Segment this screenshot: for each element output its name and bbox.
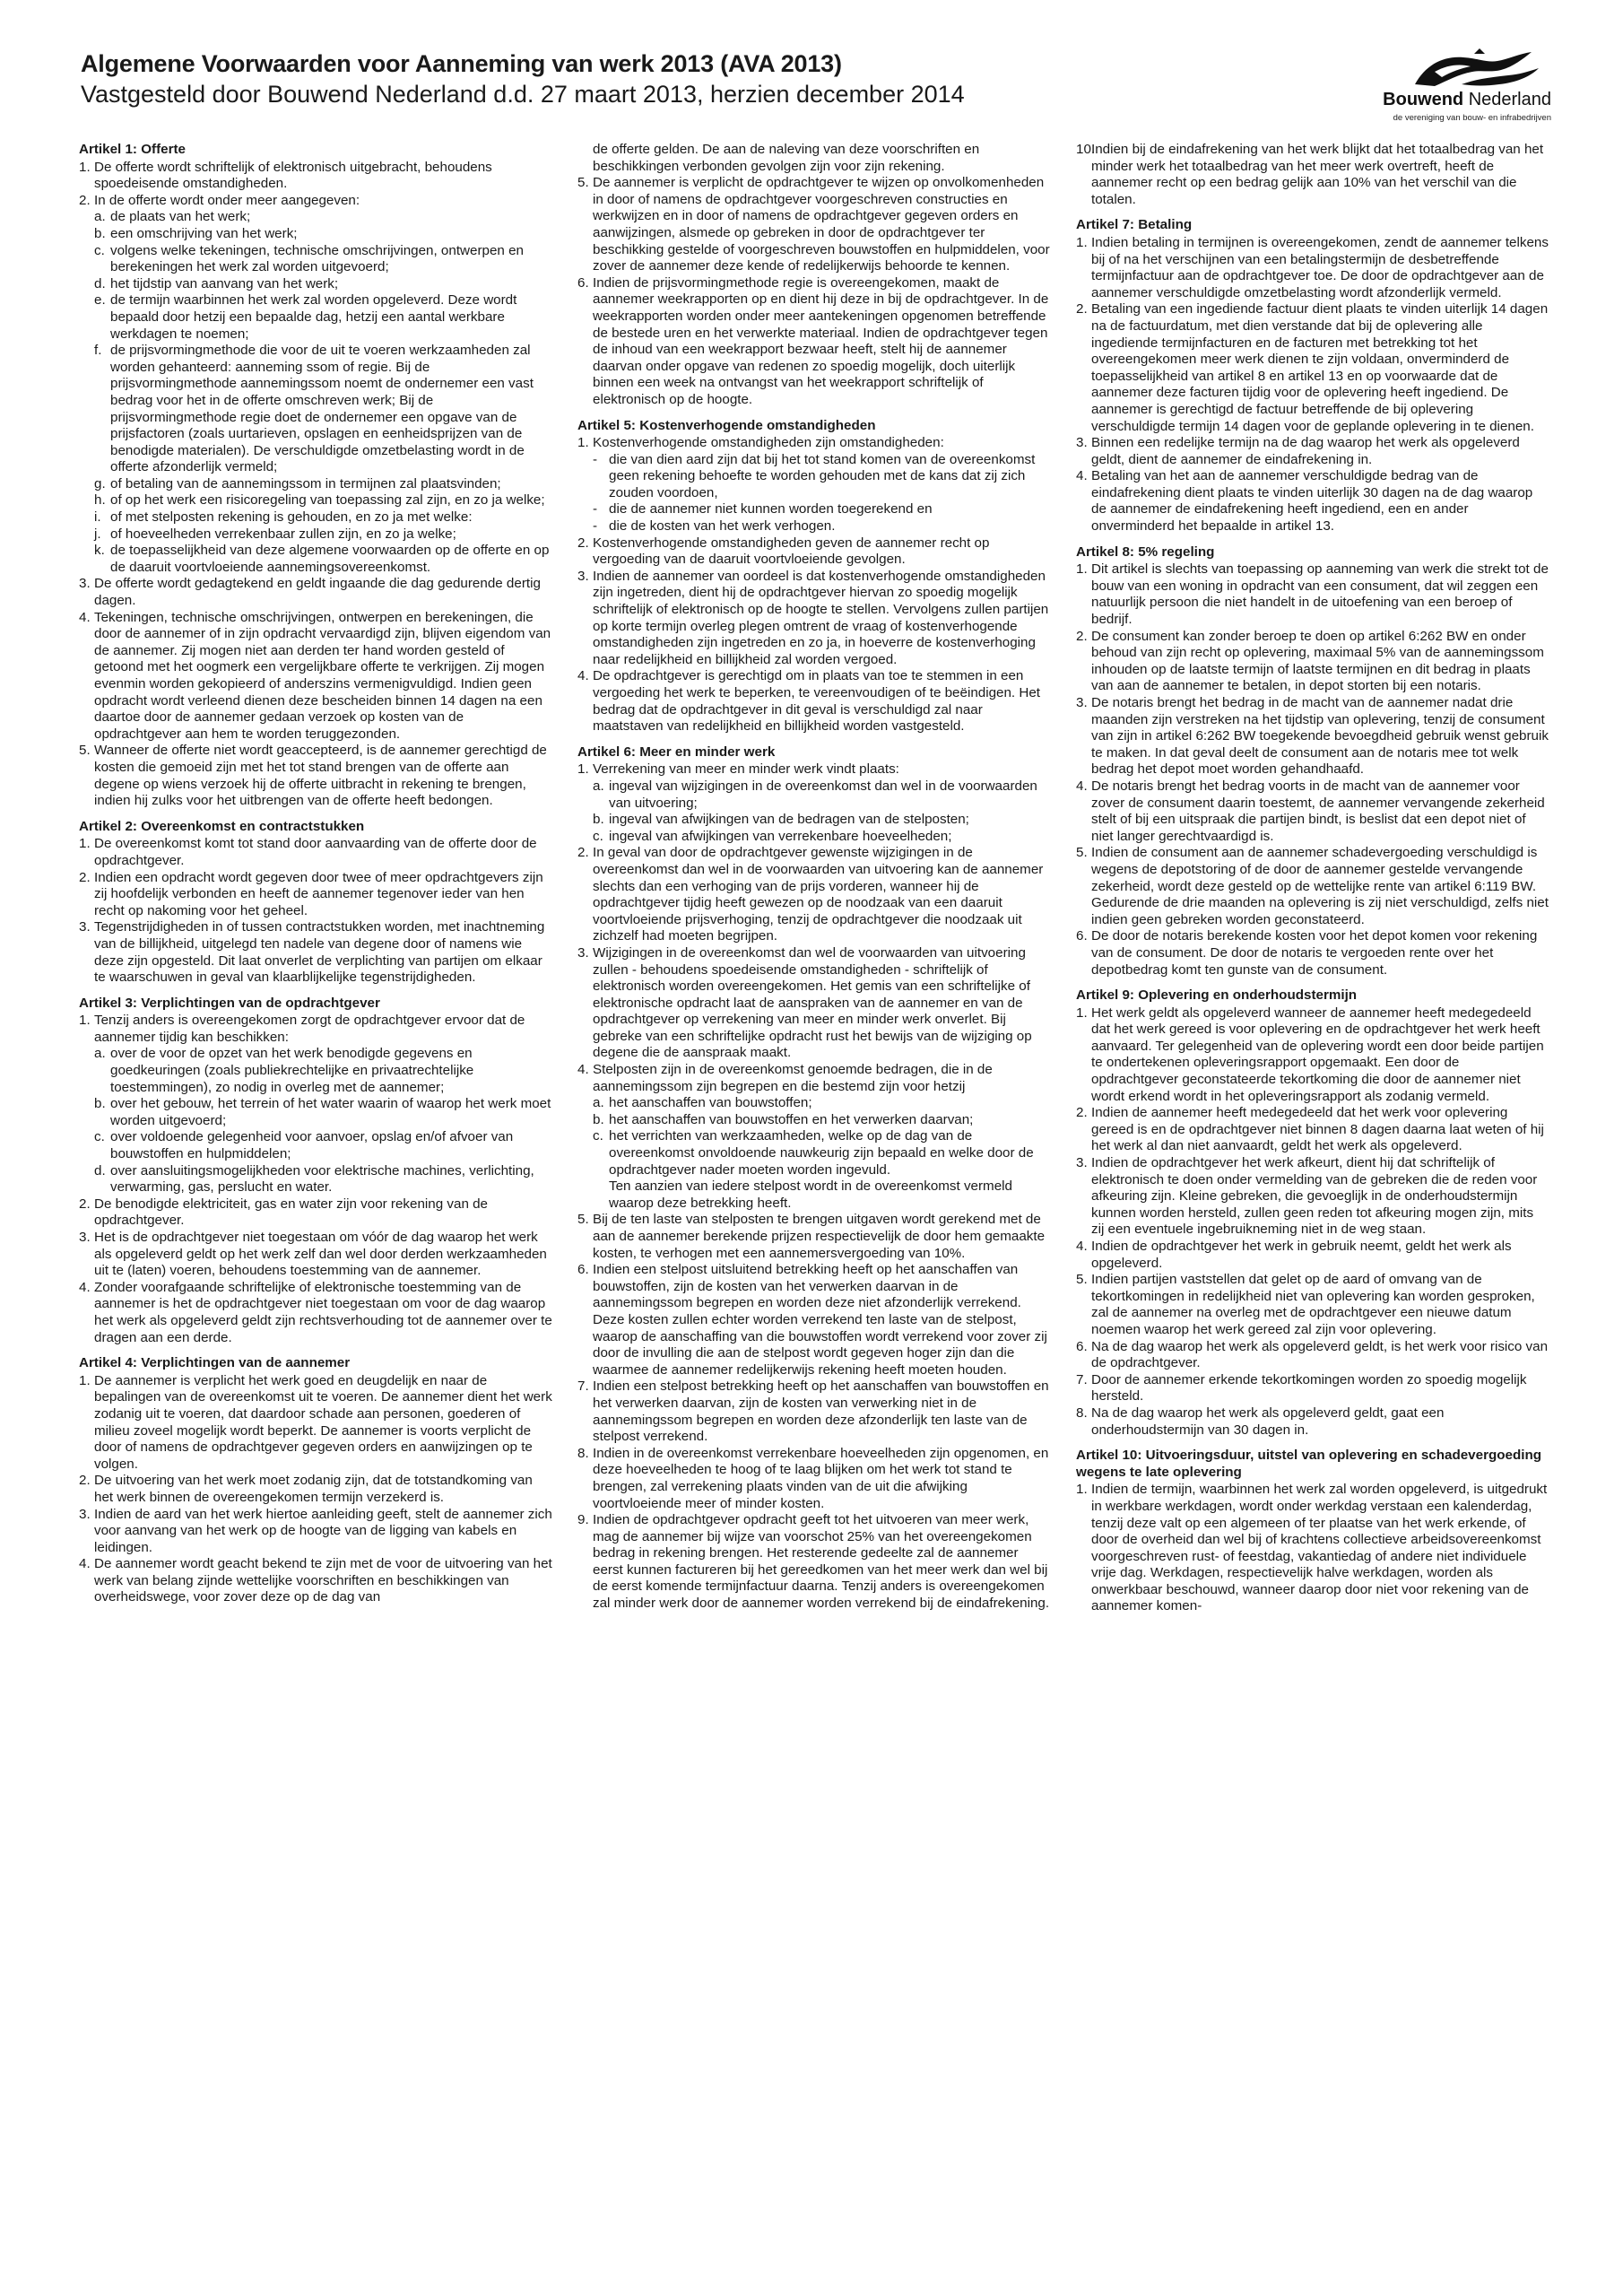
clause-number: 1. bbox=[577, 435, 589, 451]
clause-text: Indien bij de eindafrekening van het werk blijkt dat het totaalbedrag van het minder werk het totaalbedrag van het meer werk overtreft, heeft de aannemer recht op een bedrag gelijk aan 10% van het verschil van die totalen. bbox=[1091, 142, 1544, 207]
clause-text: In de offerte wordt onder meer aangegeven: bbox=[94, 192, 360, 208]
clause-text: Indien de aard van het werk hiertoe aanleiding geeft, stelt de aannemer zich voor aanvang van het werk op de hoogte van de ligging van kabels en leidingen. bbox=[94, 1506, 552, 1555]
article-heading: Artikel 2: Overeenkomst en contractstukken bbox=[79, 818, 365, 834]
numbered-clause bbox=[577, 1062, 1051, 1095]
clause-text: Stelposten zijn in de overeenkomst genoemde bedragen, die in de aannemingssom zijn begrepen en die bestemd zijn voor hetzij bbox=[593, 1062, 993, 1094]
numbered-clause bbox=[79, 1507, 552, 1557]
clause-number: 9. bbox=[577, 1512, 589, 1528]
clause-number: 4. bbox=[577, 1062, 589, 1078]
clause-text: Indien de aannemer van oordeel is dat kostenverhogende omstandigheden zijn ingetreden, dient hij de opdrachtgever hiervan zo spoedig mogelijk schriftelijk of elektronisch op de hoogte te stellen. Vervolgens zullen partijen op korte termijn overleg plegen omtrent de vraag of kostenverhogende omstandigheden zijn ingetreden en zo ja, in hoeverre de kostenverhoging naar redelijkheid en billijkheid zal worden vergoed. bbox=[593, 568, 1049, 667]
clause-number: k. bbox=[94, 543, 105, 559]
clause-number: - bbox=[593, 451, 598, 467]
clause-number: b. bbox=[593, 812, 604, 828]
clause-number: 4. bbox=[79, 609, 91, 625]
clause-text: De aannemer is verplicht de opdrachtgever te wijzen op onvolkomenheden in door of namens de opdrachtgever voorgeschreven constructies en werkwijzen en in door of namens de opdrachtgever gegeven orders en aanwijzingen, alsmede op gebreken in door de opdrachtgever ter beschikking gestelde of voorgeschreven bouwstoffen en hulpmiddelen, voor zover de aannemer deze kende of redelijkerwijs behoorde te kennen. bbox=[593, 175, 1050, 274]
clause-number: 3. bbox=[79, 576, 91, 592]
numbered-clause bbox=[1076, 1272, 1549, 1338]
clause-text: de plaats van het werk; bbox=[110, 209, 251, 225]
numbered-clause bbox=[577, 569, 1051, 669]
clause-text: Na de dag waarop het werk als opgeleverd geldt, is het werk voor risico van de opdrachtgever. bbox=[1091, 1338, 1549, 1371]
numbered-clause bbox=[577, 1446, 1051, 1512]
clause-text: Indien de prijsvormingmethode regie is overeengekomen, maakt de aannemer weekrapporten op en dient hij deze in bij de opdrachtgever. In de weekrapporten worden onder meer aantekeningen opgenomen betreffende de bestede uren en het verwerkte materiaal. Indien de opdrachtgever tegen de inhoud van een weekrapport bezwaar heeft, stelt hij de aannemer daarvan onder opgave van redenen zo spoedig mogelijk, doch uiterlijk binnen een week na ontvangst van het weekrapport schriftelijk of elektronisch op de hoogte. bbox=[593, 274, 1049, 407]
numbered-clause bbox=[1076, 1155, 1549, 1239]
clause-text: over het gebouw, het terrein of het water waarin of waarop het werk moet worden uitgevoerd; bbox=[110, 1096, 551, 1128]
clause-number: h. bbox=[94, 492, 106, 509]
clause-text: Indien de consument aan de aannemer schadevergoeding verschuldigd is wegens de depotstoring of de door de aannemer gestelde vervangende zekerheid, wordt deze gesteld op de wettelijke rente van artikel 6:119 BW. Gedurende de drie maanden na oplevering is zij niet verschuldigd, zelfs niet indien geen gebreken worden geconstateerd. bbox=[1091, 845, 1549, 927]
lettered-subclause bbox=[79, 343, 552, 476]
article-heading: Artikel 7: Betaling bbox=[1076, 217, 1193, 233]
clause-text: die de kosten van het werk verhogen. bbox=[609, 518, 836, 535]
clause-number: c. bbox=[94, 242, 105, 258]
numbered-clause bbox=[577, 1512, 1051, 1613]
document-title: Algemene Voorwaarden voor Aanneming van werk 2013 (AVA 2013) bbox=[81, 50, 842, 77]
clause-text: ingeval van afwijkingen van de bedragen van de stelposten; bbox=[609, 812, 969, 828]
lettered-subclause bbox=[79, 292, 552, 343]
clause-number: 2. bbox=[577, 845, 589, 861]
clause-text: Indien de aannemer heeft medegedeeld dat het werk voor oplevering gereed is en de opdrachtgever niet binnen 8 dagen daarna laat weten of hij het werk al dan niet aanvaardt, geldt het werk als opgeleverd. bbox=[1091, 1105, 1544, 1154]
clause-number: 7. bbox=[577, 1378, 589, 1395]
article-heading: Artikel 9: Oplevering en onderhoudstermijn bbox=[1076, 987, 1358, 1004]
logo-mark-icon bbox=[1408, 48, 1542, 90]
numbered-clause bbox=[79, 1556, 552, 1606]
numbered-clause bbox=[79, 1013, 552, 1046]
numbered-clause bbox=[79, 919, 552, 986]
clause-number: 2. bbox=[79, 1196, 91, 1212]
lettered-subclause bbox=[79, 1046, 552, 1096]
numbered-clause bbox=[79, 1473, 552, 1506]
clause-number: 5. bbox=[1076, 1272, 1088, 1288]
clause-text: Indien een stelpost betrekking heeft op het aanschaffen van bouwstoffen en het verwerken daarvan, zijn de kosten van verwerking niet in de aannemingssom begrepen en worden deze afzonderlijk ten laste van de stelpost verrekend. bbox=[593, 1378, 1049, 1445]
clause-text: over aansluitingsmogelijkheden voor elektrische machines, verlichting, verwarming, gas, perslucht en water. bbox=[110, 1162, 534, 1196]
clause-text: De door de notaris berekende kosten voor het depot komen voor rekening van de consument. De door de notaris te vergoeden rente over het depotbedrag komt ten gunste van de consument. bbox=[1091, 928, 1538, 978]
document-header bbox=[81, 48, 1551, 138]
numbered-clause bbox=[79, 743, 552, 809]
clause-number: 4. bbox=[1076, 468, 1088, 484]
clause-text: het tijdstip van aanvang van het werk; bbox=[110, 275, 339, 291]
clause-text: of hoeveelheden verrekenbaar zullen zijn, en zo ja welke; bbox=[110, 526, 456, 542]
clause-text: het aanschaffen van bouwstoffen; bbox=[609, 1095, 812, 1111]
clause-text: Kostenverhogende omstandigheden geven de aannemer recht op vergoeding van de daaruit voortvloeiende gevolgen. bbox=[593, 535, 990, 568]
clause-number: 1. bbox=[79, 836, 91, 852]
lettered-subclause bbox=[79, 1096, 552, 1129]
clause-number: a. bbox=[94, 1046, 106, 1062]
clause-number: 6. bbox=[1076, 1338, 1088, 1354]
numbered-clause bbox=[1076, 1339, 1549, 1372]
numbered-clause bbox=[577, 175, 1051, 275]
article-heading: Artikel 1: Offerte bbox=[79, 142, 187, 157]
clause-number: 4. bbox=[577, 668, 589, 684]
clause-text: Binnen een redelijke termijn na de dag waarop het werk als opgeleverd geldt, dient de aannemer de eindafrekening in. bbox=[1091, 435, 1520, 467]
clause-text: Na de dag waarop het werk als opgeleverd geldt, gaat een onderhoudstermijn van 30 dagen in. bbox=[1091, 1405, 1445, 1438]
clause-text: De benodigde elektriciteit, gas en water zijn voor rekening van de opdrachtgever. bbox=[94, 1196, 489, 1229]
clause-text: volgens welke tekeningen, technische omschrijvingen, ontwerpen en berekeningen het werk zal worden uitgevoerd; bbox=[110, 242, 524, 275]
numbered-clause bbox=[577, 535, 1051, 569]
document-subtitle: Vastgesteld door Bouwend Nederland d.d. 27 maart 2013, herzien december 2014 bbox=[81, 81, 965, 108]
clause-number: d. bbox=[94, 275, 106, 291]
numbered-clause bbox=[79, 1230, 552, 1280]
clause-number: i. bbox=[94, 509, 101, 526]
clause-text: Door de aannemer erkende tekortkomingen worden zo spoedig mogelijk hersteld. bbox=[1091, 1371, 1527, 1405]
clause-number: c. bbox=[593, 1128, 603, 1144]
numbered-clause bbox=[1076, 928, 1549, 978]
lettered-subclause bbox=[577, 778, 1051, 812]
numbered-clause bbox=[577, 1212, 1051, 1262]
lettered-subclause bbox=[79, 1163, 552, 1196]
clause-number: 4. bbox=[79, 1279, 91, 1295]
clause-text: Indien de termijn, waarbinnen het werk zal worden opgeleverd, is uitgedrukt in werkbare werkdagen, wordt onder werkdag verstaan een kalenderdag, tenzij deze valt op een algemeen of ter plaatse van het werk erkende, of door de overheid dan wel bij of krachtens collectieve arbeidsovereenkomst voorgeschreven rust- of feestdag, vakantiedag of andere niet individuele vrije dag. Werkdagen, respectievelijk halve werkdagen, worden als onwerkbaar beschouwd, wanneer daarop door niet voor rekening van de aannemer komen- bbox=[1091, 1482, 1548, 1614]
clause-number: 2. bbox=[1076, 1105, 1088, 1121]
clause-number: 1. bbox=[79, 1372, 91, 1388]
numbered-clause bbox=[1076, 629, 1549, 695]
clause-text: Tegenstrijdigheden in of tussen contractstukken worden, met inachtneming van de billijkheid, uitgelegd ten nadele van degene door of namens wie deze zijn opgesteld. Dit laat onverlet de verplichting van partijen om elkaar te waarschuwen in geval van klaarblijkelijke tegenstrijdigheden. bbox=[94, 919, 545, 986]
lettered-subclause bbox=[577, 1128, 1051, 1178]
logo-name: Bouwend Nederland bbox=[1383, 90, 1551, 109]
clause-text: De offerte wordt schriftelijk of elektronisch uitgebracht, behoudens spoedeisende omstandigheden. bbox=[94, 159, 492, 192]
numbered-clause bbox=[1076, 142, 1549, 208]
numbered-clause bbox=[1076, 695, 1549, 778]
clause-number: 1. bbox=[1076, 561, 1088, 578]
clause-text: Indien betaling in termijnen is overeengekomen, zendt de aannemer telkens bij of na het verschijnen van een betalingstermijn de desbetreffende termijnfactuur aan de opdrachtgever toe. De door de opdrachtgever aan de aannemer verschuldigde omzetbelasting wordt afzonderlijk vermeld. bbox=[1091, 234, 1549, 300]
clause-text: Indien partijen vaststellen dat gelet op de aard of omvang van de tekortkomingen in redelijkheid niet van oplevering kan worden gesproken, zal de aannemer na overleg met de opdrachtgever een nieuwe datum noemen waarop het werk gereed zal zijn voor oplevering. bbox=[1091, 1272, 1535, 1337]
clause-text: of betaling van de aannemingssom in termijnen zal plaatsvinden; bbox=[110, 475, 501, 491]
article-heading: Artikel 8: 5% regeling bbox=[1076, 544, 1215, 560]
numbered-clause bbox=[577, 761, 1051, 778]
dash-subclause bbox=[577, 452, 1051, 502]
clause-text: ingeval van afwijkingen van verrekenbare hoeveelheden; bbox=[609, 828, 952, 844]
clause-text: Kostenverhogende omstandigheden zijn omstandigheden: bbox=[593, 435, 944, 451]
clause-number: 6. bbox=[1076, 928, 1088, 944]
clause-number: 8. bbox=[577, 1445, 589, 1461]
clause-number: 8. bbox=[1076, 1405, 1088, 1421]
lettered-subclause bbox=[79, 476, 552, 493]
numbered-clause bbox=[1076, 1005, 1549, 1106]
clause-text: Indien de opdrachtgever het werk afkeurt, dient hij dat schriftelijk of elektronisch te doen onder vermelding van de gebreken die de reden voor afkeuring zijn. Kleine gebreken, die gevoeglijk in de onderhoudstermijn kunnen worden hersteld, zullen geen reden tot afkeuring mogen zijn, mits zij een eventuele ingebruikneming niet in de weg staan. bbox=[1091, 1155, 1538, 1238]
numbered-clause bbox=[79, 836, 552, 869]
lettered-subclause bbox=[577, 829, 1051, 846]
numbered-clause bbox=[79, 1280, 552, 1346]
clause-number: e. bbox=[94, 292, 106, 309]
clause-text: Dit artikel is slechts van toepassing op aanneming van werk die strekt tot de bouw van een woning in opdracht van een consument, dat wil zeggen een natuurlijk persoon die niet handelt in de uitoefening van een beroep of bedrijf. bbox=[1091, 561, 1549, 628]
clause-number: c. bbox=[94, 1129, 105, 1145]
lettered-subclause bbox=[577, 1112, 1051, 1129]
clause-number: g. bbox=[94, 475, 106, 491]
clause-number: 5. bbox=[79, 743, 91, 759]
article-heading: Artikel 6: Meer en minder werk bbox=[577, 744, 776, 760]
clause-text: De uitvoering van het werk moet zodanig zijn, dat de totstandkoming van het werk binnen de overeengekomen termijn verzekerd is. bbox=[94, 1473, 533, 1505]
lettered-subclause bbox=[577, 1095, 1051, 1112]
clause-text: Wanneer de offerte niet wordt geaccepteerd, is de aannemer gerechtigd de kosten die gemoeid zijn met het tot stand brengen van de offerte aan degene op wiens verzoek hij de offerte uitbracht in rekening te brengen, indien hij zulks voor het uitbrengen van de offerte heeft bedongen. bbox=[94, 743, 547, 809]
clause-number: - bbox=[593, 518, 598, 535]
clause-number: 6. bbox=[577, 1262, 589, 1278]
text-column-middle bbox=[577, 142, 1051, 2285]
clause-number: f. bbox=[94, 343, 102, 359]
clause-text: de termijn waarbinnen het werk zal worden opgeleverd. Deze wordt bepaald door hetzij een bepaalde dag, hetzij een aantal werkbare werkdagen te noemen; bbox=[110, 292, 517, 342]
clause-text: Wijzigingen in de overeenkomst dan wel de voorwaarden van uitvoering zullen - behoudens spoedeisende omstandigheden - schriftelijk of elektronisch worden overeengekomen. Het gemis van een schriftelijke of elektronische opdracht laat de aanspraken van de aannemer en van de opdrachtgever op verrekening van meer en minder werk onverlet. Bij gebreke van een schriftelijke opdracht rust het bewijs van de wijziging op degene die de aanspraak maakt. bbox=[593, 944, 1032, 1061]
clause-number: 3. bbox=[79, 919, 91, 935]
clause-number: 7. bbox=[1076, 1371, 1088, 1387]
clause-text: Indien een opdracht wordt gegeven door twee of meer opdrachtgevers zijn zij hoofdelijk verbonden en heeft de aannemer tegenover ieder van hen recht op nakoming voor het geheel. bbox=[94, 869, 543, 918]
clause-number: - bbox=[593, 501, 598, 517]
clause-text: ingeval van wijzigingen in de overeenkomst dan wel in de voorwaarden van uitvoering; bbox=[609, 778, 1037, 811]
clause-text: het verrichten van werkzaamheden, welke op de dag van de overeenkomst onvoldoende nauwkeurig zijn bepaald en welke door de opdrachtgever nader moeten worden ingevuld. bbox=[609, 1128, 1034, 1178]
text-column-right bbox=[1076, 142, 1549, 2285]
clause-number: c. bbox=[593, 828, 603, 844]
clause-number: 4. bbox=[1076, 778, 1088, 794]
clause-text: Het is de opdrachtgever niet toegestaan om vóór de dag waarop het werk als opgeleverd geldt op het werk zelf dan wel door derden werkzaamheden uit te (laten) voeren, behoudens toestemming van de aannemer. bbox=[94, 1230, 547, 1279]
clause-number: 3. bbox=[1076, 435, 1088, 451]
numbered-clause bbox=[1076, 1405, 1549, 1439]
numbered-clause bbox=[1076, 235, 1549, 301]
numbered-clause bbox=[79, 610, 552, 744]
numbered-clause bbox=[577, 275, 1051, 409]
clause-number: 6. bbox=[577, 274, 589, 291]
clause-text: die van dien aard zijn dat bij het tot stand komen van de overeenkomst geen rekening behoefte te worden gehouden met de kans dat zij zich zouden voordoen, bbox=[609, 451, 1036, 500]
numbered-clause bbox=[1076, 1105, 1549, 1155]
clause-number: 1. bbox=[1076, 234, 1088, 250]
clause-number: 2. bbox=[1076, 301, 1088, 317]
clause-text: die de aannemer niet kunnen worden toegerekend en bbox=[609, 501, 933, 517]
clause-text: Indien de opdrachtgever het werk in gebruik neemt, geldt het werk als opgeleverd. bbox=[1091, 1239, 1512, 1271]
clause-number: 2. bbox=[79, 1473, 91, 1489]
lettered-subclause bbox=[79, 276, 552, 293]
clause-number: 3. bbox=[1076, 695, 1088, 710]
numbered-clause bbox=[577, 845, 1051, 945]
clause-text: Tekeningen, technische omschrijvingen, ontwerpen en berekeningen, die door de aannemer of in zijn opdracht vervaardigd zijn, blijven eigendom van de aannemer. Zij mogen niet aan derden ter hand worden gesteld of getoond met het oogmerk een vergelijkbare offerte te verkrijgen. Zij mogen evenmin worden gekopieerd of anderszins vermenigvuldigd. Indien geen opdracht wordt verleend dienen deze bescheiden binnen 14 dagen na een daartoe door de aannemer gedaan verzoek op kosten van de opdrachtgever aan hem te worden teruggezonden. bbox=[94, 609, 551, 742]
numbered-clause bbox=[1076, 468, 1549, 535]
lettered-subclause bbox=[577, 812, 1051, 829]
clause-text: Zonder voorafgaande schriftelijke of elektronische toestemming van de aannemer is het de opdrachtgever niet toegestaan om voor de dag waarop het werk als opgeleverd geldt zijn rechtsverhouding tot de aannemer over te dragen aan een derde. bbox=[94, 1279, 552, 1345]
clause-text: De aannemer wordt geacht bekend te zijn met de voor de uitvoering van het werk van belang zijnde wettelijke voorschriften en beschikkingen van overheidswege, voor zover deze op de dag van bbox=[94, 1556, 552, 1605]
clause-number: 4. bbox=[79, 1556, 91, 1572]
clause-text: Indien een stelpost uitsluitend betrekking heeft op het aanschaffen van bouwstoffen, zijn de kosten van het verwerken daarvan in de aannemingssom begrepen en worden deze niet afzonderlijk verrekend. Deze kosten zullen echter worden verrekend ten laste van de stelpost, waarop de aanschaffing van die bouwstoffen wordt verrekend voor zover zij door de invulling die aan de stelpost wordt gegeven hoger zijn dan die waarmee de aannemer redelijkerwijs rekening heeft moeten houden. bbox=[593, 1262, 1047, 1378]
clause-text: over de voor de opzet van het werk benodigde gegevens en goedkeuringen (zoals publiekrechtelijke en privaatrechtelijke toestemmingen), zo nodig in overleg met de aannemer; bbox=[110, 1046, 474, 1095]
clause-text: Tenzij anders is overeengekomen zorgt de opdrachtgever ervoor dat de aannemer tijdig kan beschikken: bbox=[94, 1013, 525, 1045]
clause-text: of met stelposten rekening is gehouden, en zo ja met welke: bbox=[110, 509, 473, 526]
clause-number: j. bbox=[94, 526, 101, 542]
numbered-clause bbox=[577, 435, 1051, 452]
dash-subclause bbox=[577, 501, 1051, 518]
article-heading: Artikel 3: Verplichtingen van de opdrachtgever bbox=[79, 995, 380, 1011]
logo-tagline: de vereniging van bouw- en infrabedrijven bbox=[1393, 113, 1551, 123]
clause-number: b. bbox=[94, 1096, 106, 1112]
numbered-clause bbox=[577, 668, 1051, 735]
clause-number: 2. bbox=[577, 535, 589, 551]
numbered-clause bbox=[79, 576, 552, 609]
document-body bbox=[79, 142, 1549, 2285]
clause-number: 3. bbox=[79, 1506, 91, 1522]
clause-number: 2. bbox=[79, 869, 91, 885]
lettered-subclause bbox=[79, 1129, 552, 1162]
clause-number: a. bbox=[94, 209, 106, 225]
numbered-clause bbox=[1076, 845, 1549, 928]
clause-text: het aanschaffen van bouwstoffen en het verwerken daarvan; bbox=[609, 1111, 974, 1127]
lettered-subclause bbox=[79, 543, 552, 576]
clause-number: 1. bbox=[79, 1013, 91, 1029]
paragraph-continuation: Ten aanzien van iedere stelpost wordt in de overeenkomst vermeld waarop deze betrekking heeft. bbox=[609, 1178, 1012, 1211]
clause-number: b. bbox=[593, 1111, 604, 1127]
numbered-clause bbox=[1076, 301, 1549, 435]
clause-number: 3. bbox=[1076, 1155, 1088, 1171]
bouwend-nederland-logo bbox=[1363, 48, 1551, 129]
lettered-subclause bbox=[79, 509, 552, 526]
clause-number: 5. bbox=[1076, 845, 1088, 861]
clause-number: 10. bbox=[1076, 142, 1096, 157]
numbered-clause bbox=[1076, 435, 1549, 468]
clause-number: a. bbox=[593, 1095, 604, 1111]
clause-text: de prijsvormingmethode die voor de uit te voeren werkzaamheden zal worden gehanteerd: aanneming ssom of regie. Bij de prijsvormingmethode aannemingssom noemt de ondernemer een vast bedrag voor het in de offerte omschreven werk; Bij de prijsvormingmethode regie doet de ondernemer een opgave van de prijsfactoren (zoals uurtarieven, opslagen en eenheidsprijzen van de benodigde materialen). De verschuldigde omzetbelasting wordt in de offerte afzonderlijk vermeld; bbox=[110, 343, 534, 475]
clause-text: De aannemer is verplicht het werk goed en deugdelijk en naar de bepalingen van de overeenkomst uit te voeren. De aannemer dient het werk zodanig uit te voeren, dat daardoor schade aan personen, goederen of milieu zoveel mogelijk wordt beperkt. De aannemer is voorts verplicht de door of namens de opdrachtgever gegeven orders en aanwijzingen op te volgen. bbox=[94, 1372, 552, 1472]
clause-number: 2. bbox=[79, 192, 91, 208]
lettered-subclause bbox=[79, 526, 552, 544]
clause-text: een omschrijving van het werk; bbox=[110, 225, 298, 241]
clause-text: de toepasselijkheid van deze algemene voorwaarden op de offerte en op de daaruit voortvloeiende aannemingsovereenkomst. bbox=[110, 543, 550, 575]
clause-text: De notaris brengt het bedrag voorts in de macht van de aannemer voor zover de consument daarin toestemt, de aannemer vervangende zekerheid stelt of bij een uitspraak die partijen bindt, is beslist dat een depot niet of niet langer gerechtvaardigd is. bbox=[1091, 778, 1545, 844]
clause-text: De notaris brengt het bedrag in de macht van de aannemer nadat drie maanden zijn verstreken na het tijdstip van oplevering, tenzij de consument van zijn in artikel 6:262 BW toegekende bevoegdheid gebruik wenst gebruik te maken. In dat geval deelt de consument aan de notaris mee tot welk bedrag het depot moet worden gehandhaafd. bbox=[1091, 695, 1549, 778]
numbered-clause bbox=[79, 870, 552, 920]
clause-number: 4. bbox=[1076, 1239, 1088, 1254]
numbered-clause bbox=[577, 1262, 1051, 1378]
lettered-subclause bbox=[79, 226, 552, 243]
numbered-clause bbox=[1076, 778, 1549, 845]
clause-text: De consument kan zonder beroep te doen op artikel 6:262 BW en onder behoud van zijn recht op oplevering, maximaal 5% van de aannemingssom inhouden op de laatste termijn of laatste termijnen en dit bedrag in plaats van aan de aannemer te betalen, in depot storten bij een notaris. bbox=[1091, 628, 1544, 694]
numbered-clause bbox=[79, 1196, 552, 1230]
numbered-clause bbox=[577, 1378, 1051, 1445]
clause-number: 5. bbox=[577, 1212, 589, 1228]
numbered-clause bbox=[577, 945, 1051, 1062]
clause-text: Indien de opdrachtgever opdracht geeft tot het uitvoeren van meer werk, mag de aannemer bij wijze van voorschot 25% van het overeengekomen bedrag in rekening brengen. Het resterende gedeelte zal de aannemer eerst kunnen factureren bij het gereedkomen van het meer werk dan wel bij de eerst komende termijnfactuur daarna. Tenzij anders is overeengekomen zal minder werk door de aannemer worden verrekend bij de eindafrekening. bbox=[593, 1512, 1050, 1612]
clause-text: over voldoende gelegenheid voor aanvoer, opslag en/of afvoer van bouwstoffen en hulpmiddelen; bbox=[110, 1129, 514, 1162]
clause-text: De offerte wordt gedagtekend en geldt ingaande die dag gedurende dertig dagen. bbox=[94, 576, 541, 609]
paragraph-continuation: de offerte gelden. De aan de naleving van deze voorschriften en beschikkingen verbonden gevolgen zijn voor zijn rekening. bbox=[593, 142, 980, 174]
clause-number: b. bbox=[94, 225, 106, 241]
clause-number: 2. bbox=[1076, 628, 1088, 644]
clause-text: In geval van door de opdrachtgever gewenste wijzigingen in de overeenkomst dan wel in de voorwaarden van uitvoering kan de aannemer slechts dan een verhoging van de prijs vorderen, wanneer hij de opdrachtgever tijdig heeft gewezen op de noodzaak van een daaruit voortvloeiende prijsverhoging, tenzij de opdrachtgever die noodzaak uit zichzelf had moeten begrijpen. bbox=[593, 845, 1044, 944]
clause-number: 3. bbox=[79, 1230, 91, 1245]
clause-number: a. bbox=[593, 778, 604, 794]
clause-number: 3. bbox=[577, 568, 589, 584]
clause-number: d. bbox=[94, 1162, 106, 1178]
numbered-clause bbox=[1076, 561, 1549, 628]
clause-text: De overeenkomst komt tot stand door aanvaarding van de offerte door de opdrachtgever. bbox=[94, 836, 537, 868]
clause-text: Het werk geldt als opgeleverd wanneer de aannemer heeft medegedeeld dat het werk gereed is voor oplevering en de opdrachtgever het werk heeft aanvaard. Ter gelegenheid van de oplevering wordt een door beide partijen te ondertekenen opleveringsrapport opgemaakt. Een door de opdrachtgever geconstateerde tekortkoming die door de aannemer niet wordt erkend wordt in het opleveringsrapport als zodanig vermeld. bbox=[1091, 1004, 1544, 1104]
numbered-clause bbox=[1076, 1239, 1549, 1272]
clause-text: Betaling van een ingediende factuur dient plaats te vinden uiterlijk 14 dagen na de factuurdatum, met dien verstande dat bij de oplevering alle ingediende termijnfacturen en de facturen met betrekking tot het overeengekomen meer werk dienen te zijn voldaan, onverminderd de toepasselijkheid van artikel 8 en artikel 13 en op voorwaarde dat de aannemer deze facturen tijdig voor de oplevering heeft ingediend. De aannemer is gerechtigd de factuur betreffende de bij oplevering verschuldigde termijn 14 dagen voor de geplande oplevering in te dienen. bbox=[1091, 301, 1549, 434]
clause-text: Bij de ten laste van stelposten te brengen uitgaven wordt gerekend met de aan de aannemer berekende prijzen respectievelijk de door hem gemaakte kosten, te verhogen met een aannemersvergoeding van 10%. bbox=[593, 1212, 1046, 1261]
clause-number: 1. bbox=[1076, 1482, 1088, 1498]
dash-subclause bbox=[577, 518, 1051, 535]
clause-number: 3. bbox=[577, 944, 589, 961]
lettered-subclause bbox=[79, 492, 552, 509]
text-column-left bbox=[79, 142, 552, 2285]
clause-text: De opdrachtgever is gerechtigd om in plaats van toe te stemmen in een vergoeding het werk te beperken, te vereenvoudigen of te beëindigen. Het bedrag dat de opdrachtgever in dit geval is verschuldigd zal naar maatstaven van redelijkheid en billijkheid worden vastgesteld. bbox=[593, 668, 1040, 735]
lettered-subclause bbox=[79, 209, 552, 226]
clause-number: 5. bbox=[577, 175, 589, 191]
clause-text: of op het werk een risicoregeling van toepassing zal zijn, en zo ja welke; bbox=[110, 492, 545, 509]
numbered-clause bbox=[79, 160, 552, 193]
clause-text: Betaling van het aan de aannemer verschuldigde bedrag van de eindafrekening dient plaats te vinden uiterlijk 30 dagen na de dag waarop de aannemer de eindafrekening heeft ingediend, een en ander onverminderd het bepaalde in artikel 13. bbox=[1091, 468, 1533, 535]
lettered-subclause bbox=[79, 243, 552, 276]
numbered-clause bbox=[79, 1373, 552, 1474]
numbered-clause bbox=[1076, 1372, 1549, 1405]
clause-text: Verrekening van meer en minder werk vindt plaats: bbox=[593, 761, 899, 778]
clause-number: 1. bbox=[1076, 1004, 1088, 1021]
numbered-clause bbox=[79, 193, 552, 210]
numbered-clause bbox=[1076, 1482, 1549, 1615]
clause-number: 1. bbox=[79, 159, 91, 175]
article-heading: Artikel 10: Uitvoeringsduur, uitstel van oplevering en schadevergoeding wegens te late oplevering bbox=[1076, 1448, 1542, 1480]
article-heading: Artikel 5: Kostenverhogende omstandigheden bbox=[577, 417, 876, 433]
clause-text: Indien in de overeenkomst verrekenbare hoeveelheden zijn opgenomen, en deze hoeveelheden te hoog of te laag blijken om het werk tot stand te brengen, zal verrekening plaats vinden van de uit die afwijking voortvloeiende meer of minder kosten. bbox=[593, 1445, 1049, 1511]
article-heading: Artikel 4: Verplichtingen van de aannemer bbox=[79, 1355, 351, 1371]
clause-number: 1. bbox=[577, 761, 589, 778]
